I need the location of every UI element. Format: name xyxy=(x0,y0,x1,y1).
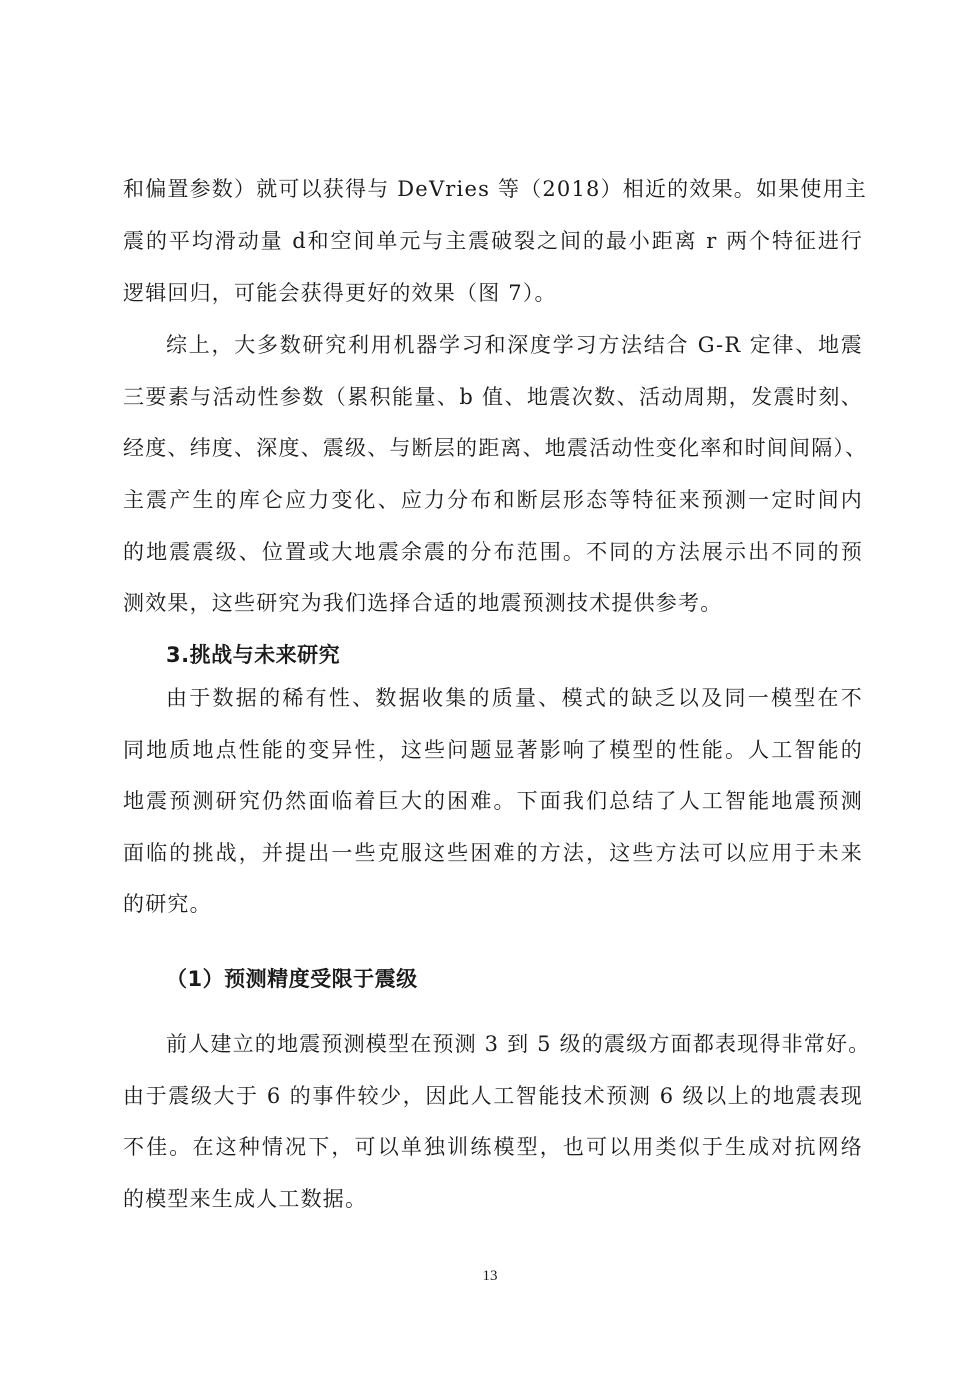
page-number: 13 xyxy=(482,1268,498,1284)
paragraph-2-line-2: 三要素与活动性参数（累积能量、b 值、地震次数、活动周期，发震时刻、 xyxy=(123,385,863,409)
paragraph-2-line-3: 经度、纬度、深度、震级、与断层的距离、地震活动性变化率和时间间隔）、 xyxy=(123,436,868,460)
subsection-1-heading: （1）预测精度受限于震级 xyxy=(166,967,418,991)
paragraph-1-line-2: 震的平均滑动量 d和空间单元与主震破裂之间的最小距离 r 两个特征进行 xyxy=(123,229,863,253)
paragraph-2-line-6: 测效果，这些研究为我们选择合适的地震预测技术提供参考。 xyxy=(123,591,723,615)
section-3-line-3: 地震预测研究仍然面临着巨大的困难。下面我们总结了人工智能地震预测 xyxy=(123,789,863,813)
subsection-1-line-4: 的模型来生成人工数据。 xyxy=(123,1187,368,1211)
subsection-1-line-3: 不佳。在这种情况下，可以单独训练模型，也可以用类似于生成对抗网络 xyxy=(123,1135,863,1159)
section-3-line-4: 面临的挑战，并提出一些克服这些困难的方法，这些方法可以应用于未来 xyxy=(123,841,863,865)
subsection-1-line-2: 由于震级大于 6 的事件较少，因此人工智能技术预测 6 级以上的地震表现 xyxy=(123,1084,863,1108)
section-3-line-2: 同地质地点性能的变异性，这些问题显著影响了模型的性能。人工智能的 xyxy=(123,738,863,762)
section-3-heading: 3.挑战与未来研究 xyxy=(166,643,341,667)
paragraph-2-line-5: 的地震震级、位置或大地震余震的分布范围。不同的方法展示出不同的预 xyxy=(123,540,863,564)
section-3-line-5: 的研究。 xyxy=(123,892,212,916)
subsection-1-line-1: 前人建立的地震预测模型在预测 3 到 5 级的震级方面都表现得非常好。 xyxy=(166,1032,871,1056)
paragraph-2-line-4: 主震产生的库仑应力变化、应力分布和断层形态等特征来预测一定时间内 xyxy=(123,488,863,512)
paragraph-1-line-3: 逻辑回归，可能会获得更好的效果（图 7）。 xyxy=(123,281,557,305)
paragraph-1-line-1: 和偏置参数）就可以获得与 DeVries 等（2018）相近的效果。如果使用主 xyxy=(123,177,867,201)
section-3-line-1: 由于数据的稀有性、数据收集的质量、模式的缺乏以及同一模型在不 xyxy=(166,686,863,710)
paragraph-2-line-1: 综上，大多数研究利用机器学习和深度学习方法结合 G-R 定律、地震 xyxy=(166,333,863,357)
